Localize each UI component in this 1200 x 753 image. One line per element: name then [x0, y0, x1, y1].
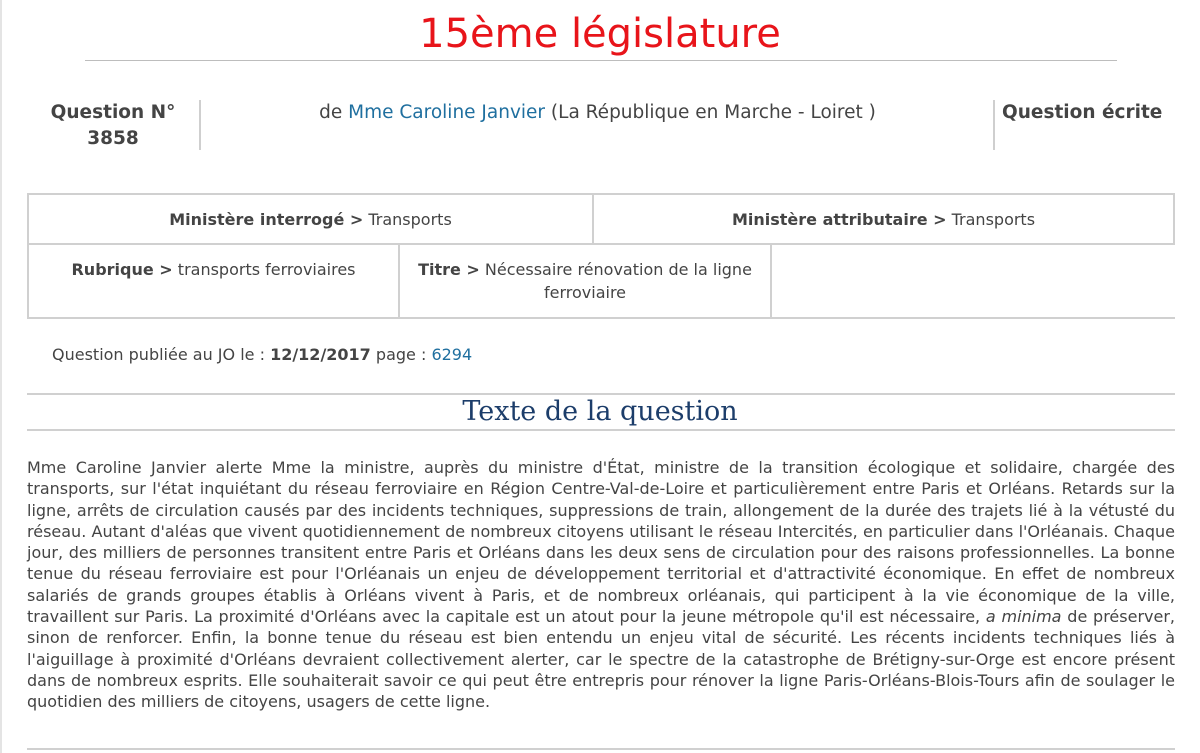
ministere-interroge-value: Transports [368, 210, 452, 229]
question-number-value: 3858 [87, 128, 139, 149]
author-line [210, 100, 985, 126]
author-group: (La République en Marche - Loiret ) [550, 102, 876, 123]
question-text [27, 457, 1175, 713]
rubrique-value: transports ferroviaires [177, 260, 356, 279]
rubrique-label: Rubrique > [71, 260, 173, 279]
header-separator-right [993, 100, 995, 150]
titre-label: Titre > [418, 260, 480, 279]
header-separator-left [199, 100, 201, 150]
title-divider [85, 60, 1117, 61]
publication-page-link[interactable]: 6294 [431, 345, 473, 364]
page-left-border [0, 0, 2, 753]
publication-prefix: Question publiée au JO le : [52, 345, 265, 364]
author-link[interactable]: Mme Caroline Janvier [348, 102, 546, 123]
author-prefix: de [319, 102, 343, 123]
publication-page-label: page : [375, 345, 427, 364]
section-heading: Texte de la question [462, 396, 738, 427]
titre-value: Nécessaire rénovation de la ligne ferroviaire [484, 260, 752, 302]
question-type: Question écrite [1002, 102, 1163, 123]
publication-line [52, 344, 472, 366]
question-number-label: Question N° [50, 102, 176, 123]
question-number-block [40, 100, 186, 152]
ministere-interroge-label: Ministère interrogé > [169, 210, 364, 229]
legislature-title: 15ème législature [419, 11, 781, 57]
section-rule-bottom [27, 429, 1175, 431]
ministere-attributaire-cell [592, 193, 1175, 245]
publication-date: 12/12/2017 [270, 345, 371, 364]
question-text-italic: a minima [985, 607, 1062, 627]
rubrique-cell [27, 243, 400, 319]
question-text-part2: de préserver, sinon de renforcer. Enfin, la bonne tenue du réseau est bien entendu un enjeu vital de sécurité. Les récents incidents techniques liés à l'aiguillage à proximité d'Orléans devraient collectivement alerter, car le spectre de la catastrophe de Brétigny-sur-Orge est encore présent dans de nombreux esprits. Elle souhaiterait savoir ce qui peut être entrepris pour rénover la ligne Paris-Orléans-Blois-Tours afin de soulager le quotidien des milliers de citoyens, usagers de cette ligne. [27, 607, 1176, 712]
titre-cell [398, 243, 772, 319]
page-bottom-rule [27, 748, 1175, 750]
question-info-table [27, 193, 1175, 319]
ministere-attributaire-value: Transports [951, 210, 1036, 229]
question-text-part1: Mme Caroline Janvier alerte Mme la ministre, auprès du ministre d'État, ministre de la transition écologique et solidaire, chargée des transports, sur l'état inquiétant du réseau ferroviaire en Région Centre-Val-de-Loire et particulièrement entre Paris et Orléans. Retards sur la ligne, arrêts de circulation causés par des incidents techniques, suppressions de train, allongement de la durée des trajets lié à la vétusté du réseau. Autant d'aléas que vivent quotidiennement de nombreux citoyens utilisant le réseau Intercités, en particulier dans l'Orléanais. Chaque jour, des milliers de personnes transitent entre Paris et Orléans dans les deux sens de circulation pour des raisons professionnelles. La bonne tenue du réseau ferroviaire est pour l'Orléanais un enjeu de développement territorial et d'attractivité économique. En effet de nombreux salariés de grands groupes établis à Orléans vivent à Paris, et de nombreux orléanais, qui participent à la vie économique de la ville, travaillent sur Paris. La proximité d'Orléans avec la capitale est un atout pour la jeune métropole qu'il est nécessaire, [27, 458, 1175, 627]
ministere-attributaire-label: Ministère attributaire > [731, 210, 947, 229]
empty-cell [770, 243, 1175, 319]
ministere-interroge-cell [27, 193, 594, 245]
